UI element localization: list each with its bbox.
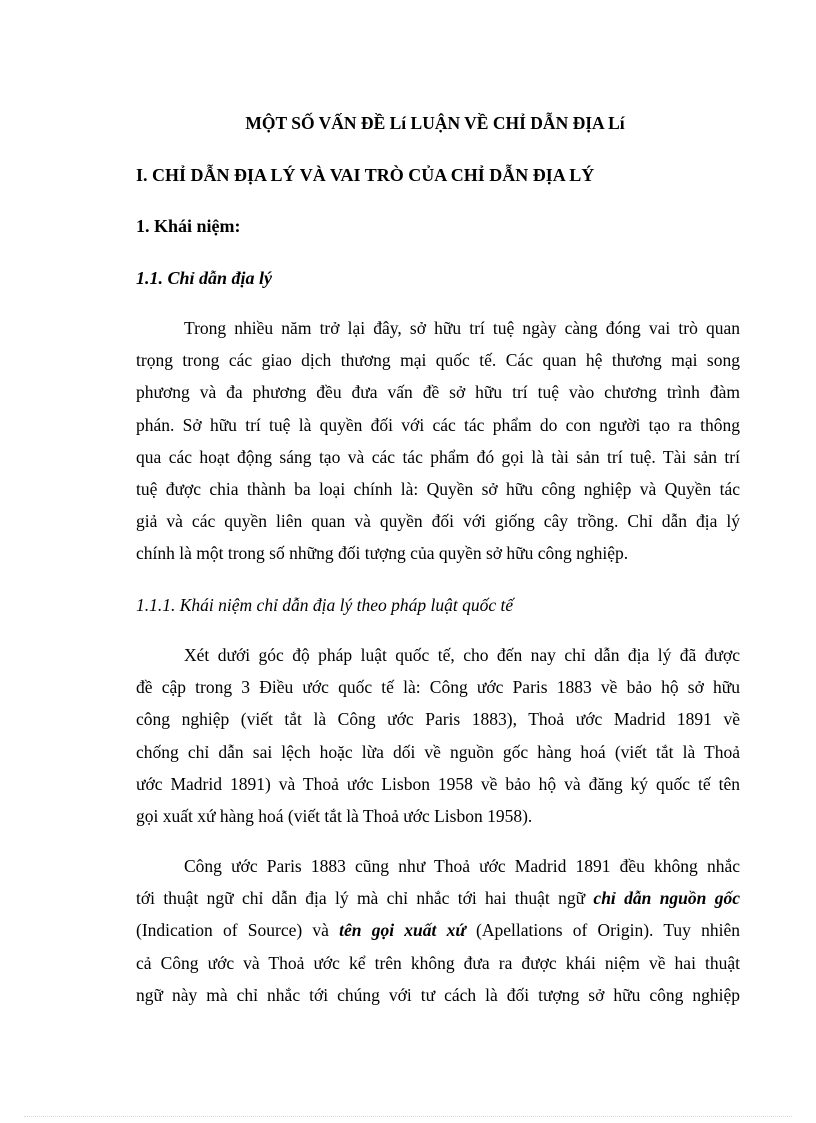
subsubsubsection-heading: 1.1.1. Khái niệm chỉ dẫn địa lý theo pháp luật quốc tế xyxy=(136,595,514,615)
paragraph-intro xyxy=(136,312,740,570)
paragraph-line: chính là một trong số những đối tượng của quyền sở hữu công nghiệp. xyxy=(136,543,629,564)
paragraph-line: cả Công ước và Thoả ước kể trên không đưa ra được khái niệm về hai thuật xyxy=(136,952,740,973)
paragraph-line: trọng trong các giao dịch thương mại quốc tế. Các quan hệ thương mại song xyxy=(136,350,740,371)
paragraph-line: gọi xuất xứ hàng hoá (viết tắt là Thoả ước Lisbon 1958). xyxy=(136,805,533,826)
paragraph-line: chống chỉ dẫn sai lệch hoặc lừa dối về nguồn gốc hàng hoá (viết tắt là Thoả xyxy=(136,741,740,762)
paragraph-line: tuệ được chia thành ba loại chính là: Quyền sở hữu công nghiệp và Quyền tác xyxy=(136,478,740,499)
emphasized-term: chỉ dẫn nguồn gốc xyxy=(593,888,740,909)
text-run: tới thuật ngữ chỉ dẫn địa lý mà chỉ nhắc tới hai thuật ngữ xyxy=(136,888,594,909)
text-run: (Apellations of Origin). Tuy nhiên xyxy=(465,920,740,941)
paragraph-line: ngữ này mà chỉ nhắc tới chúng với tư cách là đối tượng sở hữu công nghiệp xyxy=(136,984,740,1005)
paragraph-line: Công ước Paris 1883 cũng như Thoả ước Madrid 1891 đều không nhắc xyxy=(184,856,740,876)
paragraph-line: công nghiệp (viết tắt là Công ước Paris 1883), Thoả ước Madrid 1891 về xyxy=(136,709,740,730)
paragraph-line: phán. Sở hữu trí tuệ là quyền đối với các tác phẩm do con người tạo ra thông xyxy=(136,414,740,435)
paragraph-line: phương và đa phương đều đưa vấn đề sở hữu trí tuệ vào chương trình đàm xyxy=(136,382,740,403)
paragraph-line: qua các hoạt động sáng tạo và các tác phẩm đó gọi là tài sản trí tuệ. Tài sản trí xyxy=(136,446,740,467)
subsubsection-heading: 1.1. Chỉ dẫn địa lý xyxy=(136,268,273,288)
section-heading: I. CHỈ DẪN ĐỊA LÝ VÀ VAI TRÒ CỦA CHỈ DẪN ĐỊA LÝ xyxy=(136,165,595,185)
document-title: MỘT SỐ VẤN ĐỀ Lí LUẬN VỀ CHỈ DẪN ĐỊA Lí xyxy=(245,113,625,133)
paragraph-line: đề cập trong 3 Điều ước quốc tế là: Công ước Paris 1883 về bảo hộ sở hữu xyxy=(136,677,740,698)
paragraph-paris-madrid xyxy=(136,850,740,1011)
paragraph-line: ước Madrid 1891) và Thoả ước Lisbon 1958 về bảo hộ và đăng ký quốc tế tên xyxy=(136,773,740,794)
page-bottom-rule xyxy=(24,1116,792,1117)
paragraph-international-law xyxy=(136,639,740,832)
paragraph-line xyxy=(136,914,740,946)
text-run: (Indication of Source) và xyxy=(136,920,340,941)
paragraph-line: Trong nhiều năm trở lại đây, sở hữu trí tuệ ngày càng đóng vai trò quan xyxy=(184,318,740,338)
paragraph-line: Xét dưới góc độ pháp luật quốc tế, cho đến nay chỉ dẫn địa lý đã được xyxy=(184,645,740,665)
paragraph-line xyxy=(136,882,740,914)
emphasized-term: tên gọi xuất xứ xyxy=(339,920,466,941)
subsection-heading: 1. Khái niệm: xyxy=(136,216,241,236)
paragraph-line: giả và các quyền liên quan và quyền đối với giống cây trồng. Chỉ dẫn địa lý xyxy=(136,511,740,532)
